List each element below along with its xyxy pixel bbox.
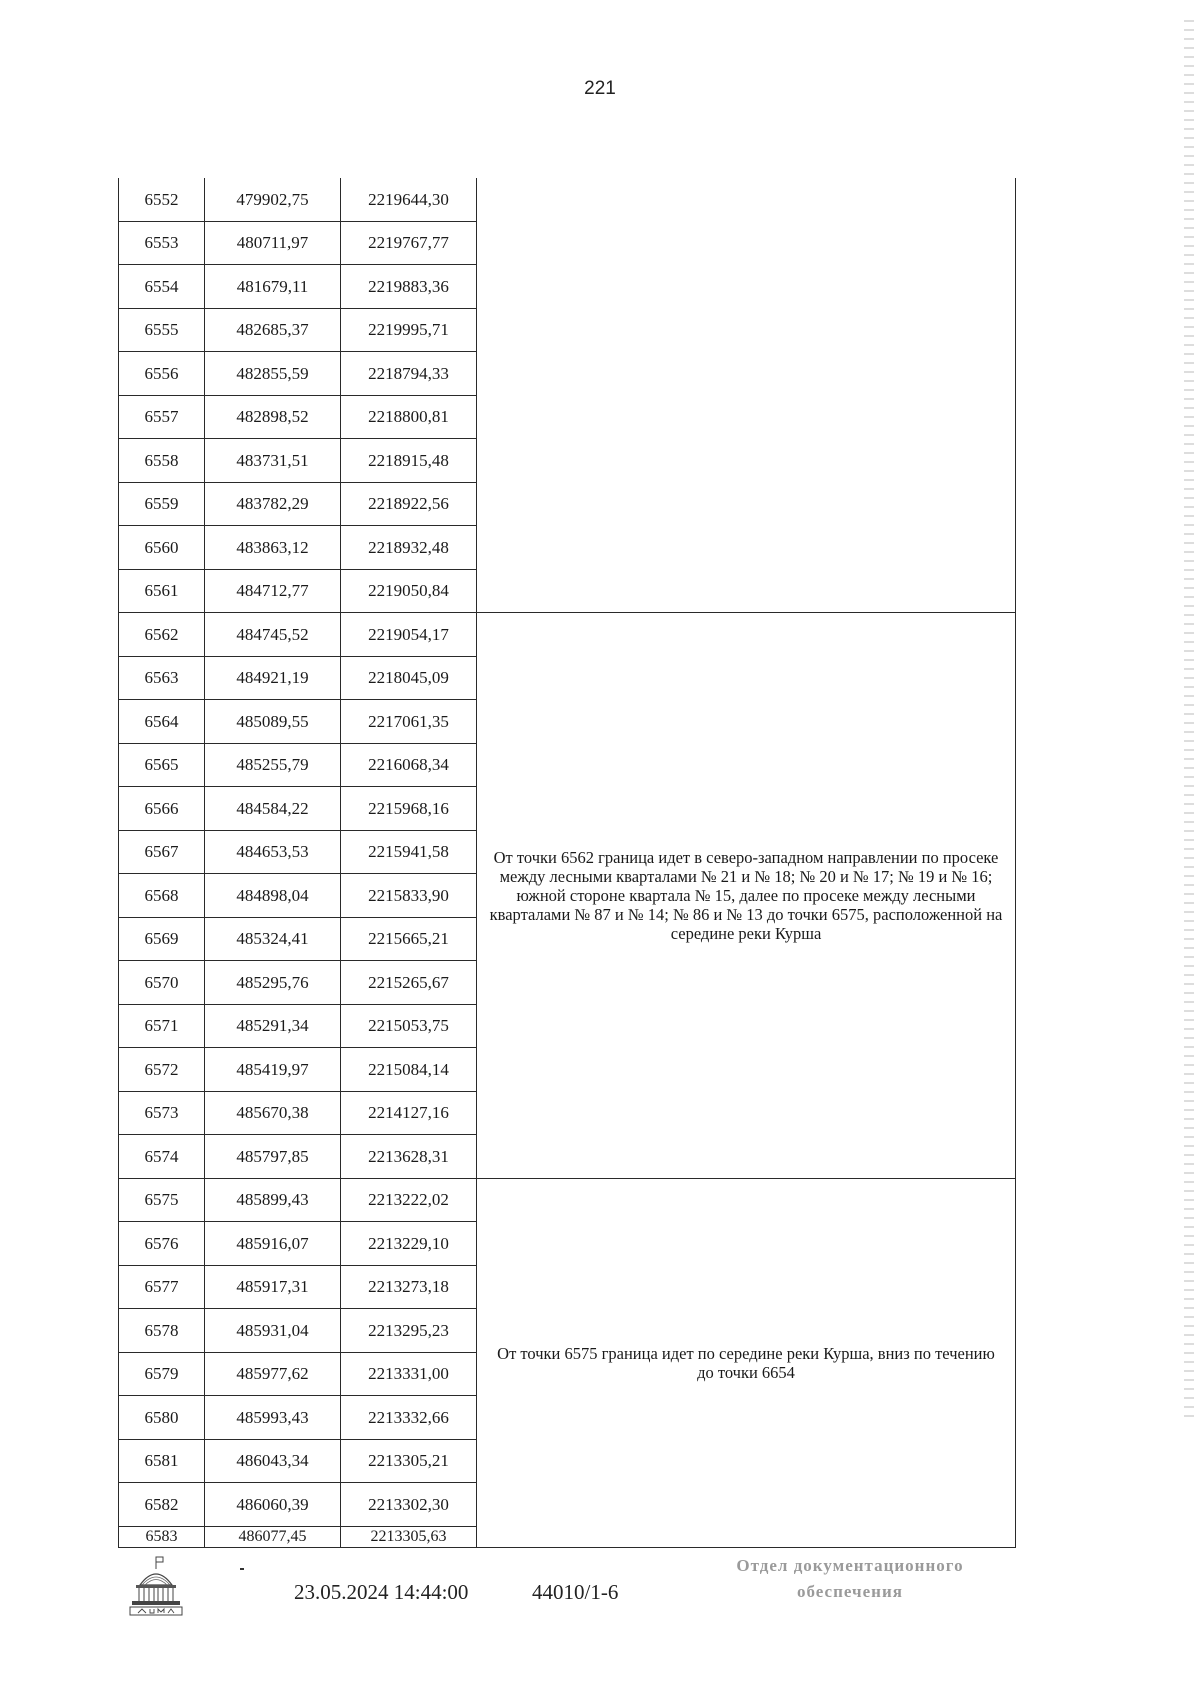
y-coordinate-cell: 2215265,67 (341, 961, 477, 1005)
point-number-cell: 6573 (119, 1091, 205, 1135)
y-coordinate-cell: 2215941,58 (341, 830, 477, 874)
scan-edge-marks (1184, 20, 1194, 1420)
y-coordinate-cell: 2217061,35 (341, 700, 477, 744)
stamp-line-1: Отдел документационного (736, 1556, 964, 1575)
point-number-cell: 6581 (119, 1439, 205, 1483)
point-number-cell: 6583 (119, 1526, 205, 1547)
coordinates-table-body (119, 178, 1016, 1547)
point-number-cell: 6562 (119, 613, 205, 657)
y-coordinate-cell: 2219995,71 (341, 308, 477, 352)
y-coordinate-cell: 2215053,75 (341, 1004, 477, 1048)
x-coordinate-cell: 483863,12 (205, 526, 341, 570)
footer-document-code: 44010/1-6 (532, 1580, 619, 1604)
point-number-cell: 6570 (119, 961, 205, 1005)
point-number-cell: 6554 (119, 265, 205, 309)
coordinates-table (118, 178, 1016, 1548)
footer-date: 23.05.2024 14:44:00 (294, 1580, 469, 1604)
y-coordinate-cell: 2219644,30 (341, 178, 477, 221)
x-coordinate-cell: 485670,38 (205, 1091, 341, 1135)
y-coordinate-cell: 2218932,48 (341, 526, 477, 570)
y-coordinate-cell: 2214127,16 (341, 1091, 477, 1135)
point-number-cell: 6568 (119, 874, 205, 918)
point-number-cell: 6571 (119, 1004, 205, 1048)
y-coordinate-cell: 2218800,81 (341, 395, 477, 439)
y-coordinate-cell: 2216068,34 (341, 743, 477, 787)
point-number-cell: 6555 (119, 308, 205, 352)
table-row (119, 1178, 1016, 1222)
y-coordinate-cell: 2219054,17 (341, 613, 477, 657)
x-coordinate-cell: 480711,97 (205, 221, 341, 265)
point-number-cell: 6582 (119, 1483, 205, 1527)
point-number-cell: 6577 (119, 1265, 205, 1309)
x-coordinate-cell: 485993,43 (205, 1396, 341, 1440)
x-coordinate-cell: 486077,45 (205, 1526, 341, 1547)
point-number-cell: 6575 (119, 1178, 205, 1222)
y-coordinate-cell: 2213331,00 (341, 1352, 477, 1396)
y-coordinate-cell: 2213229,10 (341, 1222, 477, 1266)
y-coordinate-cell: 2219050,84 (341, 569, 477, 613)
x-coordinate-cell: 484898,04 (205, 874, 341, 918)
point-number-cell: 6580 (119, 1396, 205, 1440)
x-coordinate-cell: 486060,39 (205, 1483, 341, 1527)
x-coordinate-cell: 482685,37 (205, 308, 341, 352)
point-number-cell: 6552 (119, 178, 205, 221)
point-number-cell: 6579 (119, 1352, 205, 1396)
y-coordinate-cell: 2213273,18 (341, 1265, 477, 1309)
point-number-cell: 6567 (119, 830, 205, 874)
y-coordinate-cell: 2215665,21 (341, 917, 477, 961)
x-coordinate-cell: 483731,51 (205, 439, 341, 483)
x-coordinate-cell: 485255,79 (205, 743, 341, 787)
x-coordinate-cell: 482898,52 (205, 395, 341, 439)
point-number-cell: 6576 (119, 1222, 205, 1266)
y-coordinate-cell: 2218794,33 (341, 352, 477, 396)
y-coordinate-cell: 2215084,14 (341, 1048, 477, 1092)
point-number-cell: 6574 (119, 1135, 205, 1179)
y-coordinate-cell: 2219883,36 (341, 265, 477, 309)
x-coordinate-cell: 485324,41 (205, 917, 341, 961)
x-coordinate-cell: 485797,85 (205, 1135, 341, 1179)
page-number: 221 (584, 78, 616, 99)
point-number-cell: 6565 (119, 743, 205, 787)
boundary-description-cell: От точки 6562 граница идет в северо-западном направлении по просеке между лесными кварталами № 21 и № 18; № 20 и № 17; № 19 и № 16; южной стороне квартала № 15, далее по просеке между лесными кварталами № 87 и № 14; № 86 и № 13 до точки 6575, расположенной на середине реки Курша (477, 613, 1016, 1179)
point-number-cell: 6566 (119, 787, 205, 831)
point-number-cell: 6557 (119, 395, 205, 439)
x-coordinate-cell: 485419,97 (205, 1048, 341, 1092)
point-number-cell: 6563 (119, 656, 205, 700)
point-number-cell: 6560 (119, 526, 205, 570)
point-number-cell: 6553 (119, 221, 205, 265)
x-coordinate-cell: 485977,62 (205, 1352, 341, 1396)
footer-dot (240, 1568, 244, 1570)
x-coordinate-cell: 484584,22 (205, 787, 341, 831)
point-number-cell: 6559 (119, 482, 205, 526)
stamp-line-2: обеспечения (797, 1582, 903, 1601)
table-row (119, 178, 1016, 221)
x-coordinate-cell: 482855,59 (205, 352, 341, 396)
y-coordinate-cell: 2213295,23 (341, 1309, 477, 1353)
y-coordinate-cell: 2213222,02 (341, 1178, 477, 1222)
x-coordinate-cell: 483782,29 (205, 482, 341, 526)
x-coordinate-cell: 481679,11 (205, 265, 341, 309)
department-stamp (700, 1553, 1000, 1605)
x-coordinate-cell: 485295,76 (205, 961, 341, 1005)
coordinates-table-wrapper (118, 178, 1015, 1548)
y-coordinate-cell: 2213305,21 (341, 1439, 477, 1483)
point-number-cell: 6564 (119, 700, 205, 744)
y-coordinate-cell: 2213332,66 (341, 1396, 477, 1440)
x-coordinate-cell: 485089,55 (205, 700, 341, 744)
y-coordinate-cell: 2219767,77 (341, 221, 477, 265)
point-number-cell: 6569 (119, 917, 205, 961)
y-coordinate-cell: 2215968,16 (341, 787, 477, 831)
point-number-cell: 6556 (119, 352, 205, 396)
x-coordinate-cell: 484712,77 (205, 569, 341, 613)
boundary-description-cell: От точки 6575 граница идет по середине реки Курша, вниз по течению до точки 6654 (477, 1178, 1016, 1547)
x-coordinate-cell: 479902,75 (205, 178, 341, 221)
x-coordinate-cell: 484745,52 (205, 613, 341, 657)
point-number-cell: 6578 (119, 1309, 205, 1353)
y-coordinate-cell: 2213628,31 (341, 1135, 477, 1179)
x-coordinate-cell: 484653,53 (205, 830, 341, 874)
y-coordinate-cell: 2218915,48 (341, 439, 477, 483)
x-coordinate-cell: 485291,34 (205, 1004, 341, 1048)
point-number-cell: 6558 (119, 439, 205, 483)
x-coordinate-cell: 484921,19 (205, 656, 341, 700)
x-coordinate-cell: 486043,34 (205, 1439, 341, 1483)
x-coordinate-cell: 485899,43 (205, 1178, 341, 1222)
point-number-cell: 6572 (119, 1048, 205, 1092)
x-coordinate-cell: 485917,31 (205, 1265, 341, 1309)
y-coordinate-cell: 2213302,30 (341, 1483, 477, 1527)
duma-logo-icon (128, 1555, 184, 1617)
y-coordinate-cell: 2213305,63 (341, 1526, 477, 1547)
point-number-cell: 6561 (119, 569, 205, 613)
boundary-description-cell (477, 178, 1016, 613)
y-coordinate-cell: 2218045,09 (341, 656, 477, 700)
table-row (119, 613, 1016, 657)
y-coordinate-cell: 2215833,90 (341, 874, 477, 918)
x-coordinate-cell: 485916,07 (205, 1222, 341, 1266)
x-coordinate-cell: 485931,04 (205, 1309, 341, 1353)
y-coordinate-cell: 2218922,56 (341, 482, 477, 526)
